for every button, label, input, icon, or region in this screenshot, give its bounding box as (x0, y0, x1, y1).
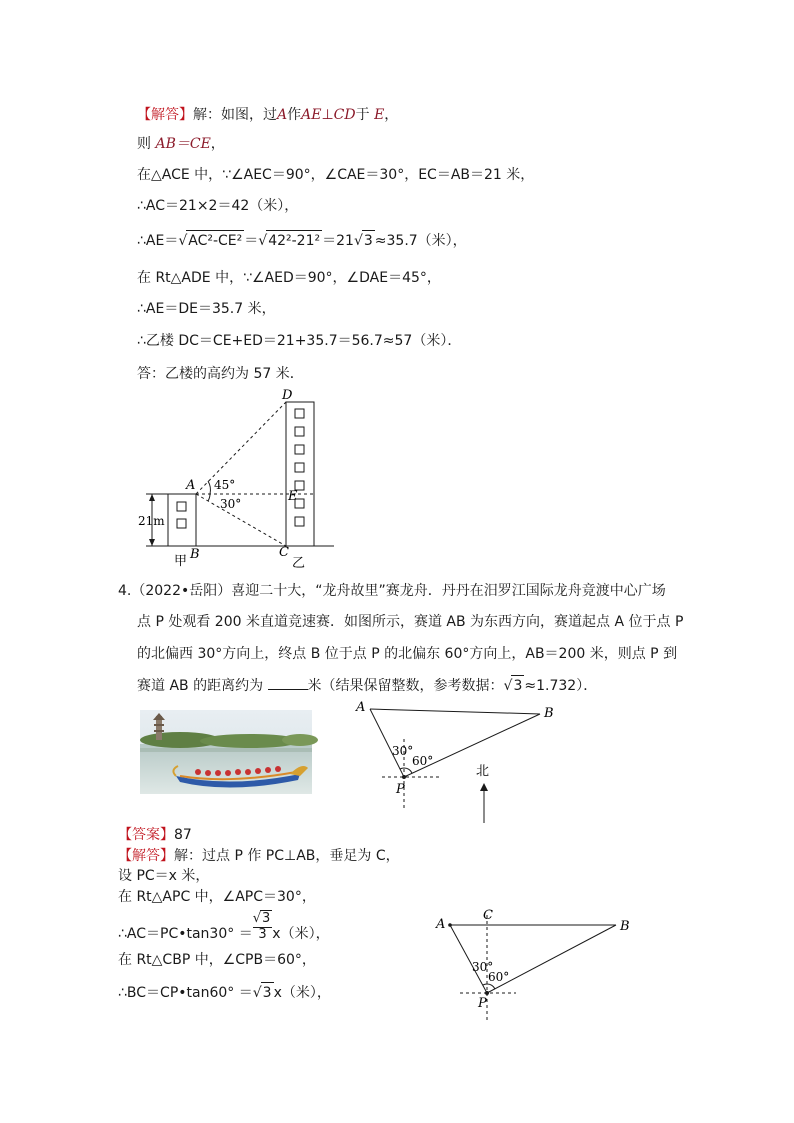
north-label: 北 (476, 764, 490, 779)
building-jia: 甲 (174, 554, 188, 569)
label-B: B (190, 547, 200, 562)
fig3-angle-30: 30° (472, 960, 494, 974)
answer-tag: 【解答】 (137, 107, 193, 123)
solution-line-6: 在 Rt△ADE 中，∵∠AED＝90°，∠DAE＝45°， (137, 270, 441, 286)
problem-line-3: 的北偏西 30°方向上，终点 B 位于点 P 的北偏东 60°方向上，AB＝200 米，则点 P 到 (137, 646, 678, 662)
answer-line (118, 825, 192, 845)
problem-line-1: 4.（2022•岳阳）喜迎二十大，“龙舟故里”赛龙舟．丹丹在汨罗江国际龙舟竞渡中心广场 (118, 583, 666, 599)
answer-sol-4: ∴AC＝PC•tan30° ＝ $\frac{√3}{3}$ x（米）， (118, 911, 330, 942)
problem-line-2: 点 P 处观看 200 米直道竞速赛．如图所示，赛道 AB 为东西方向，赛道起点 A 位于点 P (137, 614, 684, 630)
solution-line-8: ∴乙楼 DC＝CE+ED＝21+35.7＝56.7≈57（米）． (137, 333, 462, 349)
answer-tag-2: 【答案】 (118, 827, 174, 843)
solution-diagram (430, 905, 640, 1027)
angle-60-label: 60° (412, 754, 434, 768)
solution-line-3: 在△ACE 中，∵∠AEC＝90°，∠CAE＝30°，EC＝AB＝21 米， (137, 167, 535, 183)
angle-45: 45° (214, 478, 236, 492)
angle-30: 30° (220, 497, 242, 511)
solution-line-2: 则 AB＝CE， (137, 136, 225, 152)
answer-value: 87 (174, 827, 192, 843)
point-A-label: A (356, 700, 366, 715)
label-A: A (186, 478, 196, 493)
fig3-C: C (483, 908, 493, 923)
fig3-P: P (478, 996, 487, 1011)
solution-line-4: ∴AC＝21×2＝42（米）， (137, 198, 299, 214)
fig3-B: B (620, 919, 630, 934)
dragon-boat-photo (140, 710, 312, 794)
answer-sol-2: 设 PC＝x 米， (118, 868, 210, 884)
height-label: 21m (138, 514, 165, 528)
fig3-A: A (436, 917, 446, 932)
conclusion-line: 答：乙楼的高约为 57 米． (137, 366, 304, 382)
angle-30-label: 30° (392, 744, 414, 758)
race-diagram (348, 697, 554, 825)
answer-sol-1: 【解答】解：过点 P 作 PC⊥AB，垂足为 C， (118, 848, 400, 864)
label-D: D (282, 388, 293, 403)
point-B-label: B (544, 706, 554, 721)
point-P-label: P (396, 782, 405, 797)
fraction-root3-over-3: $\frac{√3}{3}$ (252, 911, 271, 942)
answer-sol-6: ∴BC＝CP•tan60° ＝√3 x（米）， (118, 982, 331, 1003)
solution-line-5: ∴AE＝√AC²-CE² ＝√42²-21² ＝21√3 ≈35.7（米）， (137, 230, 467, 251)
problem-line-4: 赛道 AB 的距离约为 米（结果保留整数，参考数据：√3 ≈1.732）． (137, 675, 597, 696)
building-diagram (138, 385, 348, 575)
fig3-angle-60: 60° (488, 970, 510, 984)
label-E: E (288, 489, 298, 504)
building-yi: 乙 (292, 556, 306, 571)
answer-blank (268, 675, 308, 690)
answer-sol-5: 在 Rt△CBP 中，∠CPB＝60°， (118, 952, 316, 968)
solution-line-1: 【解答】解：如图，过A作AE⊥CD于 E， (137, 107, 399, 123)
label-C: C (279, 545, 289, 560)
solution-line-7: ∴AE＝DE＝35.7 米， (137, 301, 276, 317)
answer-sol-3: 在 Rt△APC 中，∠APC＝30°， (118, 889, 316, 905)
